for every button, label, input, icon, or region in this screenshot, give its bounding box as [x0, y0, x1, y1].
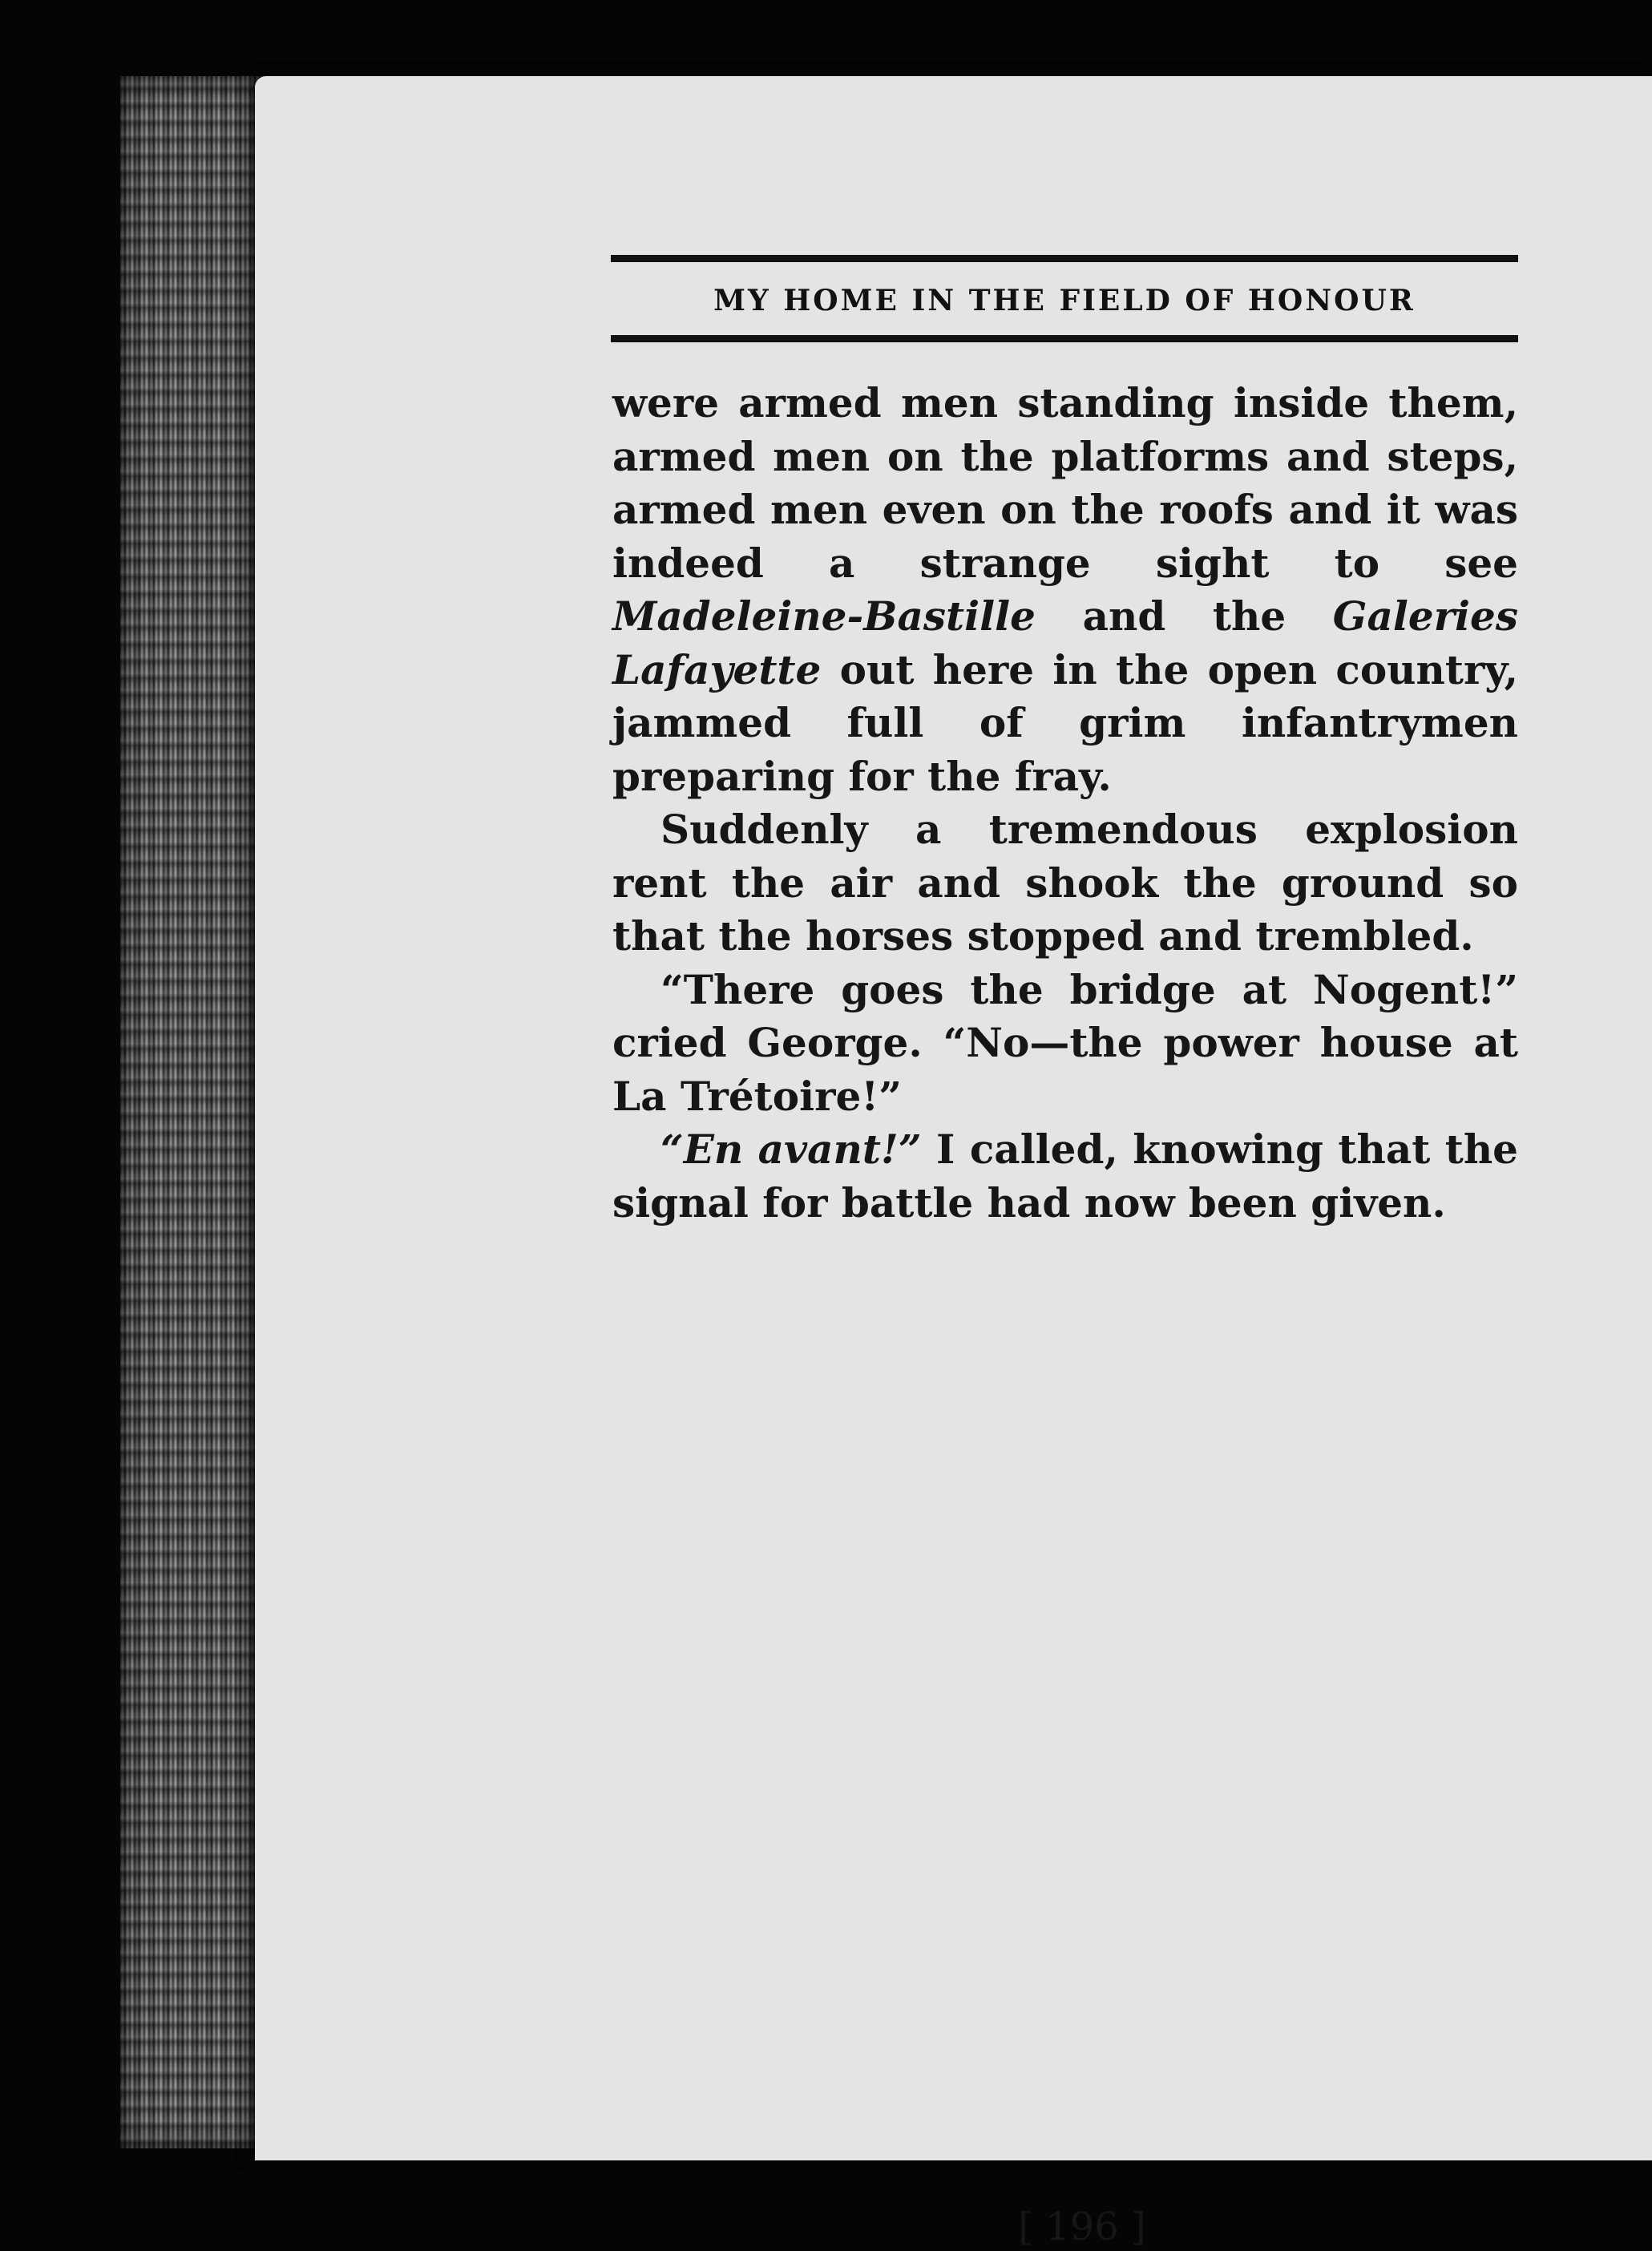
paragraph-4: [612, 1123, 1518, 1230]
paragraph-4-text: I called, knowing that the signal for battle had now been given.: [612, 1126, 1518, 1227]
paragraph-1-text-2: and the: [1035, 592, 1333, 640]
paragraph-2: Suddenly a tremendous explosion rent the air and shook the ground so that the horses stopped and trembled.: [612, 806, 1518, 960]
body-text: [612, 377, 1518, 1230]
header-rule-top: [611, 255, 1518, 262]
paragraph-1: [612, 377, 1518, 803]
page-edges-stack: [120, 76, 265, 2148]
paragraph-1-italic-galeries-lafayette: Galeries Lafayette: [612, 592, 1518, 693]
paragraph-4-italic-en-avant: “En avant!”: [660, 1126, 922, 1173]
paragraph-1-text-3: out here in the open country, jammed full of grim infantrymen preparing for the fray.: [612, 645, 1518, 800]
paragraph-1-text-1: were armed men standing inside them, armed men on the platforms and steps, armed men even on the roofs and it was indeed a strange sight to see: [612, 379, 1518, 587]
page-number: [ 196 ]: [1018, 2205, 1146, 2249]
paragraph-3: “There goes the bridge at Nogent!” cried George. “No—the power house at La Trétoire!”: [612, 965, 1518, 1120]
paragraph-1-italic-madeleine-bastille: Madeleine-Bastille: [612, 592, 1036, 640]
running-head: MY HOME IN THE FIELD OF HONOUR: [713, 284, 1416, 317]
header-rule-bottom: [611, 335, 1518, 342]
